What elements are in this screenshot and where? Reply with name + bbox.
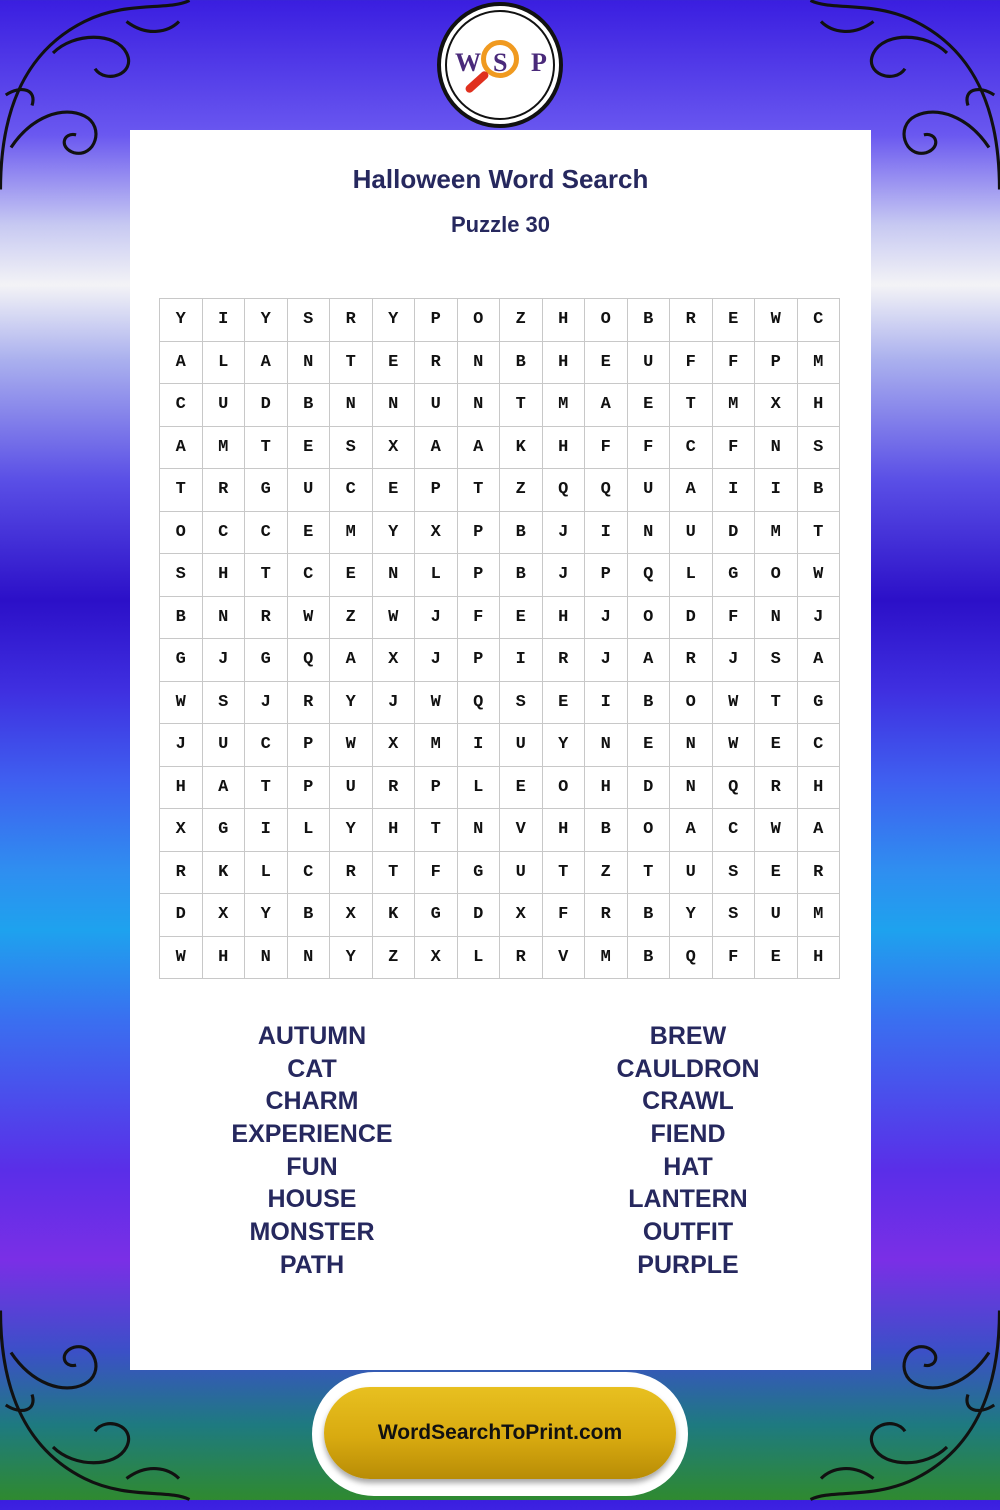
grid-cell[interactable]: Y	[330, 682, 373, 725]
grid-cell[interactable]: P	[458, 512, 501, 555]
grid-cell[interactable]: D	[628, 767, 671, 810]
grid-cell[interactable]: N	[755, 427, 798, 470]
grid-cell[interactable]: Z	[373, 937, 416, 980]
grid-cell[interactable]: B	[160, 597, 203, 640]
grid-cell[interactable]: X	[373, 427, 416, 470]
grid-cell[interactable]: Z	[330, 597, 373, 640]
grid-cell[interactable]: E	[500, 597, 543, 640]
grid-cell[interactable]: H	[585, 767, 628, 810]
grid-cell[interactable]: A	[670, 469, 713, 512]
grid-cell[interactable]: S	[160, 554, 203, 597]
word-list-item: PATH	[279, 1250, 345, 1279]
grid-cell[interactable]: Y	[373, 512, 416, 555]
grid-cell[interactable]: Y	[543, 724, 586, 767]
grid-cell[interactable]: W	[713, 682, 756, 725]
grid-cell[interactable]: J	[585, 597, 628, 640]
word-list-item: HOUSE	[267, 1185, 357, 1214]
grid-cell[interactable]: D	[458, 894, 501, 937]
grid-cell[interactable]: S	[288, 299, 331, 342]
puzzle-card	[130, 130, 871, 1370]
grid-cell[interactable]: Q	[458, 682, 501, 725]
grid-cell[interactable]: Q	[670, 937, 713, 980]
grid-cell[interactable]: N	[288, 342, 331, 385]
grid-cell[interactable]: R	[373, 767, 416, 810]
grid-cell[interactable]: W	[160, 937, 203, 980]
grid-cell[interactable]: A	[670, 809, 713, 852]
grid-cell[interactable]: T	[798, 512, 841, 555]
grid-cell[interactable]: A	[798, 809, 841, 852]
grid-cell[interactable]: D	[670, 597, 713, 640]
grid-cell[interactable]: W	[755, 809, 798, 852]
word-list-item: CAT	[287, 1054, 337, 1083]
grid-cell[interactable]: X	[330, 894, 373, 937]
grid-cell[interactable]: S	[713, 852, 756, 895]
grid-cell[interactable]: A	[330, 639, 373, 682]
grid-cell[interactable]: O	[628, 809, 671, 852]
grid-cell[interactable]: T	[500, 384, 543, 427]
grid-cell[interactable]: X	[203, 894, 246, 937]
grid-cell[interactable]: I	[585, 512, 628, 555]
grid-cell[interactable]: F	[415, 852, 458, 895]
grid-cell[interactable]: S	[713, 894, 756, 937]
word-list-item: PURPLE	[637, 1250, 739, 1279]
grid-cell[interactable]: C	[330, 469, 373, 512]
grid-cell[interactable]: N	[458, 342, 501, 385]
logo-letter-s: S	[493, 48, 508, 77]
grid-cell[interactable]: E	[755, 724, 798, 767]
grid-cell[interactable]: E	[628, 724, 671, 767]
grid-cell[interactable]: G	[713, 554, 756, 597]
word-list-item: FIEND	[650, 1120, 726, 1149]
word-list-item: HAT	[663, 1152, 713, 1181]
grid-cell[interactable]: J	[245, 682, 288, 725]
grid-cell[interactable]: X	[160, 809, 203, 852]
grid-cell[interactable]: W	[415, 682, 458, 725]
grid-cell[interactable]: B	[798, 469, 841, 512]
grid-cell[interactable]: C	[670, 427, 713, 470]
grid-cell[interactable]: D	[713, 512, 756, 555]
grid-cell[interactable]: H	[543, 427, 586, 470]
grid-cell[interactable]: E	[288, 427, 331, 470]
grid-cell[interactable]: W	[755, 299, 798, 342]
grid-cell[interactable]: Y	[245, 299, 288, 342]
grid-cell[interactable]: J	[203, 639, 246, 682]
grid-cell[interactable]: R	[203, 469, 246, 512]
grid-cell[interactable]: R	[245, 597, 288, 640]
grid-cell[interactable]: U	[203, 384, 246, 427]
grid-cell[interactable]: E	[755, 852, 798, 895]
grid-cell[interactable]: U	[628, 342, 671, 385]
grid-cell[interactable]: T	[543, 852, 586, 895]
grid-cell[interactable]: U	[288, 469, 331, 512]
grid-cell[interactable]: A	[585, 384, 628, 427]
grid-cell[interactable]: C	[160, 384, 203, 427]
grid-cell[interactable]: R	[670, 639, 713, 682]
grid-cell[interactable]: V	[500, 809, 543, 852]
grid-cell[interactable]: X	[500, 894, 543, 937]
grid-cell[interactable]: M	[330, 512, 373, 555]
grid-cell[interactable]: S	[755, 639, 798, 682]
grid-cell[interactable]: Y	[330, 809, 373, 852]
grid-cell[interactable]: B	[585, 809, 628, 852]
grid-cell[interactable]: W	[373, 597, 416, 640]
grid-cell[interactable]: T	[458, 469, 501, 512]
grid-cell[interactable]: R	[288, 682, 331, 725]
grid-cell[interactable]: J	[415, 597, 458, 640]
grid-cell[interactable]: C	[245, 512, 288, 555]
grid-cell[interactable]: F	[458, 597, 501, 640]
grid-cell[interactable]: E	[628, 384, 671, 427]
grid-cell[interactable]: X	[373, 639, 416, 682]
grid-cell[interactable]: H	[798, 384, 841, 427]
grid-cell[interactable]: N	[458, 384, 501, 427]
grid-cell[interactable]: O	[755, 554, 798, 597]
grid-cell[interactable]: A	[245, 342, 288, 385]
grid-cell[interactable]: G	[245, 639, 288, 682]
grid-cell[interactable]: B	[628, 894, 671, 937]
grid-cell[interactable]: A	[160, 427, 203, 470]
grid-cell[interactable]: P	[755, 342, 798, 385]
grid-cell[interactable]: T	[245, 767, 288, 810]
grid-cell[interactable]: E	[585, 342, 628, 385]
grid-cell[interactable]: O	[458, 299, 501, 342]
grid-cell[interactable]: F	[713, 937, 756, 980]
grid-cell[interactable]: N	[670, 767, 713, 810]
grid-cell[interactable]: Q	[288, 639, 331, 682]
word-list-item: CAULDRON	[616, 1054, 760, 1083]
grid-cell[interactable]: F	[543, 894, 586, 937]
grid-cell[interactable]: U	[330, 767, 373, 810]
grid-cell[interactable]: T	[755, 682, 798, 725]
grid-cell[interactable]: E	[543, 682, 586, 725]
grid-cell[interactable]: B	[628, 682, 671, 725]
grid-cell[interactable]: X	[373, 724, 416, 767]
grid-cell[interactable]: O	[160, 512, 203, 555]
grid-cell[interactable]: X	[755, 384, 798, 427]
grid-cell[interactable]: A	[160, 342, 203, 385]
grid-cell[interactable]: U	[628, 469, 671, 512]
word-list-item: CRAWL	[642, 1087, 734, 1116]
grid-cell[interactable]: G	[415, 894, 458, 937]
grid-cell[interactable]: I	[203, 299, 246, 342]
grid-cell[interactable]: Y	[330, 937, 373, 980]
grid-cell[interactable]: M	[713, 384, 756, 427]
grid-cell[interactable]: I	[755, 469, 798, 512]
grid-cell[interactable]: O	[670, 682, 713, 725]
grid-cell[interactable]: F	[713, 427, 756, 470]
grid-cell[interactable]: T	[415, 809, 458, 852]
grid-cell[interactable]: M	[543, 384, 586, 427]
word-list-item: OUTFIT	[642, 1218, 734, 1247]
grid-cell[interactable]: C	[288, 554, 331, 597]
grid-cell[interactable]: S	[330, 427, 373, 470]
word-list-item: EXPERIENCE	[231, 1120, 393, 1149]
grid-cell[interactable]: O	[585, 299, 628, 342]
grid-cell[interactable]: F	[670, 342, 713, 385]
grid-cell[interactable]: M	[798, 342, 841, 385]
grid-cell[interactable]: W	[160, 682, 203, 725]
grid-cell[interactable]: Q	[543, 469, 586, 512]
grid-cell[interactable]: K	[203, 852, 246, 895]
grid-cell[interactable]: R	[543, 639, 586, 682]
grid-cell[interactable]: S	[798, 427, 841, 470]
word-list-item: MONSTER	[249, 1218, 375, 1247]
grid-cell[interactable]: U	[500, 724, 543, 767]
grid-cell[interactable]: L	[288, 809, 331, 852]
grid-cell[interactable]: Q	[585, 469, 628, 512]
grid-cell[interactable]: N	[585, 724, 628, 767]
grid-cell[interactable]: M	[798, 894, 841, 937]
grid-cell[interactable]: C	[798, 299, 841, 342]
grid-cell[interactable]: N	[330, 384, 373, 427]
grid-cell[interactable]: N	[373, 384, 416, 427]
grid-cell[interactable]: P	[415, 299, 458, 342]
grid-cell[interactable]: P	[288, 724, 331, 767]
grid-cell[interactable]: I	[585, 682, 628, 725]
grid-cell[interactable]: U	[670, 512, 713, 555]
grid-cell[interactable]: H	[798, 767, 841, 810]
grid-cell[interactable]: E	[755, 937, 798, 980]
grid-cell[interactable]: N	[288, 937, 331, 980]
grid-cell[interactable]: R	[415, 342, 458, 385]
website-link-button[interactable]	[324, 1387, 676, 1479]
word-list-item: AUTUMN	[257, 1022, 367, 1050]
grid-cell[interactable]: H	[798, 937, 841, 980]
grid-cell[interactable]: C	[798, 724, 841, 767]
grid-cell[interactable]: G	[160, 639, 203, 682]
grid-cell[interactable]: Y	[373, 299, 416, 342]
grid-cell[interactable]: L	[458, 767, 501, 810]
grid-cell[interactable]: D	[160, 894, 203, 937]
grid-cell[interactable]: F	[628, 427, 671, 470]
grid-cell[interactable]: L	[415, 554, 458, 597]
page-title: Halloween Word Search	[352, 164, 649, 194]
grid-cell[interactable]: R	[755, 767, 798, 810]
grid-cell[interactable]: T	[670, 384, 713, 427]
grid-cell[interactable]: T	[373, 852, 416, 895]
grid-cell[interactable]: S	[500, 682, 543, 725]
word-list-item: CHARM	[265, 1087, 359, 1116]
grid-cell[interactable]: E	[500, 767, 543, 810]
grid-cell[interactable]: R	[798, 852, 841, 895]
grid-cell[interactable]: M	[755, 512, 798, 555]
grid-cell[interactable]: B	[500, 554, 543, 597]
grid-cell[interactable]: T	[245, 554, 288, 597]
grid-cell[interactable]: F	[713, 597, 756, 640]
grid-cell[interactable]: F	[585, 427, 628, 470]
grid-cell[interactable]: U	[670, 852, 713, 895]
grid-cell[interactable]: E	[713, 299, 756, 342]
grid-cell[interactable]: B	[628, 299, 671, 342]
grid-cell[interactable]: W	[713, 724, 756, 767]
grid-cell[interactable]: X	[415, 512, 458, 555]
puzzle-number: Puzzle 30	[450, 212, 551, 237]
grid-cell[interactable]: Q	[628, 554, 671, 597]
grid-cell[interactable]: T	[160, 469, 203, 512]
grid-cell[interactable]: R	[500, 937, 543, 980]
grid-cell[interactable]: B	[288, 894, 331, 937]
logo-letter-p: P	[531, 48, 547, 77]
grid-cell[interactable]: J	[713, 639, 756, 682]
grid-cell[interactable]: R	[585, 894, 628, 937]
grid-cell[interactable]: Z	[585, 852, 628, 895]
grid-cell[interactable]: H	[543, 809, 586, 852]
grid-cell[interactable]: E	[373, 342, 416, 385]
grid-cell[interactable]: E	[330, 554, 373, 597]
grid-cell[interactable]: Y	[245, 894, 288, 937]
grid-cell[interactable]: B	[500, 342, 543, 385]
grid-cell[interactable]: R	[330, 299, 373, 342]
grid-cell[interactable]: T	[245, 427, 288, 470]
grid-cell[interactable]: P	[415, 469, 458, 512]
word-list-left	[162, 1020, 462, 1282]
grid-cell[interactable]: G	[798, 682, 841, 725]
grid-cell[interactable]: N	[670, 724, 713, 767]
grid-cell[interactable]: L	[458, 937, 501, 980]
grid-cell[interactable]: A	[458, 427, 501, 470]
grid-cell[interactable]: A	[203, 767, 246, 810]
grid-cell[interactable]: Z	[500, 299, 543, 342]
site-logo[interactable]	[437, 2, 563, 128]
grid-cell[interactable]: J	[585, 639, 628, 682]
grid-cell[interactable]: L	[203, 342, 246, 385]
grid-cell[interactable]: D	[245, 384, 288, 427]
grid-cell[interactable]: C	[203, 512, 246, 555]
grid-cell[interactable]: I	[500, 639, 543, 682]
grid-cell[interactable]: M	[585, 937, 628, 980]
grid-cell[interactable]: S	[203, 682, 246, 725]
grid-cell[interactable]: Z	[500, 469, 543, 512]
grid-cell[interactable]: X	[415, 937, 458, 980]
grid-cell[interactable]: N	[373, 554, 416, 597]
grid-cell[interactable]: A	[415, 427, 458, 470]
grid-cell[interactable]: C	[245, 724, 288, 767]
grid-cell[interactable]: I	[458, 724, 501, 767]
grid-cell[interactable]: I	[713, 469, 756, 512]
word-list-right	[538, 1020, 838, 1282]
grid-cell[interactable]: J	[415, 639, 458, 682]
grid-cell[interactable]: Q	[713, 767, 756, 810]
word-list-item: LANTERN	[628, 1185, 748, 1214]
grid-cell[interactable]: P	[458, 639, 501, 682]
grid-cell[interactable]: G	[458, 852, 501, 895]
grid-cell[interactable]: T	[330, 342, 373, 385]
grid-cell[interactable]: N	[245, 937, 288, 980]
word-list-item: BREW	[649, 1022, 727, 1050]
grid-cell[interactable]: G	[245, 469, 288, 512]
grid-cell[interactable]: N	[458, 809, 501, 852]
grid-cell[interactable]: M	[415, 724, 458, 767]
grid-cell[interactable]: F	[713, 342, 756, 385]
grid-cell[interactable]: J	[543, 512, 586, 555]
grid-cell[interactable]: E	[373, 469, 416, 512]
grid-cell[interactable]: U	[755, 894, 798, 937]
grid-cell[interactable]: H	[203, 554, 246, 597]
grid-cell[interactable]: N	[755, 597, 798, 640]
grid-cell[interactable]: P	[458, 554, 501, 597]
grid-cell[interactable]: T	[628, 852, 671, 895]
grid-cell[interactable]: R	[160, 852, 203, 895]
grid-cell[interactable]: O	[628, 597, 671, 640]
grid-cell[interactable]: C	[713, 809, 756, 852]
grid-cell[interactable]: E	[288, 512, 331, 555]
grid-cell[interactable]: W	[330, 724, 373, 767]
grid-cell[interactable]: O	[543, 767, 586, 810]
grid-cell[interactable]: B	[628, 937, 671, 980]
grid-cell[interactable]: H	[373, 809, 416, 852]
grid-cell[interactable]: A	[628, 639, 671, 682]
grid-cell[interactable]: B	[500, 512, 543, 555]
grid-cell[interactable]: Y	[160, 299, 203, 342]
grid-cell[interactable]: U	[500, 852, 543, 895]
grid-cell[interactable]: J	[543, 554, 586, 597]
grid-cell[interactable]: U	[203, 724, 246, 767]
grid-cell[interactable]: P	[288, 767, 331, 810]
grid-cell[interactable]: H	[543, 597, 586, 640]
word-list-item: FUN	[286, 1152, 338, 1181]
grid-cell[interactable]: P	[415, 767, 458, 810]
grid-cell[interactable]: G	[203, 809, 246, 852]
grid-cell[interactable]: Y	[670, 894, 713, 937]
grid-cell[interactable]: H	[543, 342, 586, 385]
letter-grid	[159, 298, 840, 979]
grid-cell[interactable]: N	[203, 597, 246, 640]
grid-cell[interactable]: L	[670, 554, 713, 597]
grid-cell[interactable]: B	[288, 384, 331, 427]
grid-cell[interactable]: C	[288, 852, 331, 895]
grid-cell[interactable]: H	[543, 299, 586, 342]
grid-cell[interactable]: K	[500, 427, 543, 470]
grid-cell[interactable]: W	[798, 554, 841, 597]
grid-cell[interactable]: I	[245, 809, 288, 852]
grid-cell[interactable]: A	[798, 639, 841, 682]
grid-cell[interactable]: R	[330, 852, 373, 895]
grid-cell[interactable]: K	[373, 894, 416, 937]
grid-cell[interactable]: H	[160, 767, 203, 810]
grid-cell[interactable]: H	[203, 937, 246, 980]
website-link-label: WordSearchToPrint.com	[377, 1421, 623, 1444]
grid-cell[interactable]: R	[670, 299, 713, 342]
grid-cell[interactable]: M	[203, 427, 246, 470]
grid-cell[interactable]: U	[415, 384, 458, 427]
logo-letter-w: W	[455, 48, 481, 77]
grid-cell[interactable]: J	[373, 682, 416, 725]
grid-cell[interactable]: L	[245, 852, 288, 895]
grid-cell[interactable]: W	[288, 597, 331, 640]
grid-cell[interactable]: P	[585, 554, 628, 597]
grid-cell[interactable]: V	[543, 937, 586, 980]
grid-cell[interactable]: J	[798, 597, 841, 640]
grid-cell[interactable]: J	[160, 724, 203, 767]
grid-cell[interactable]: N	[628, 512, 671, 555]
